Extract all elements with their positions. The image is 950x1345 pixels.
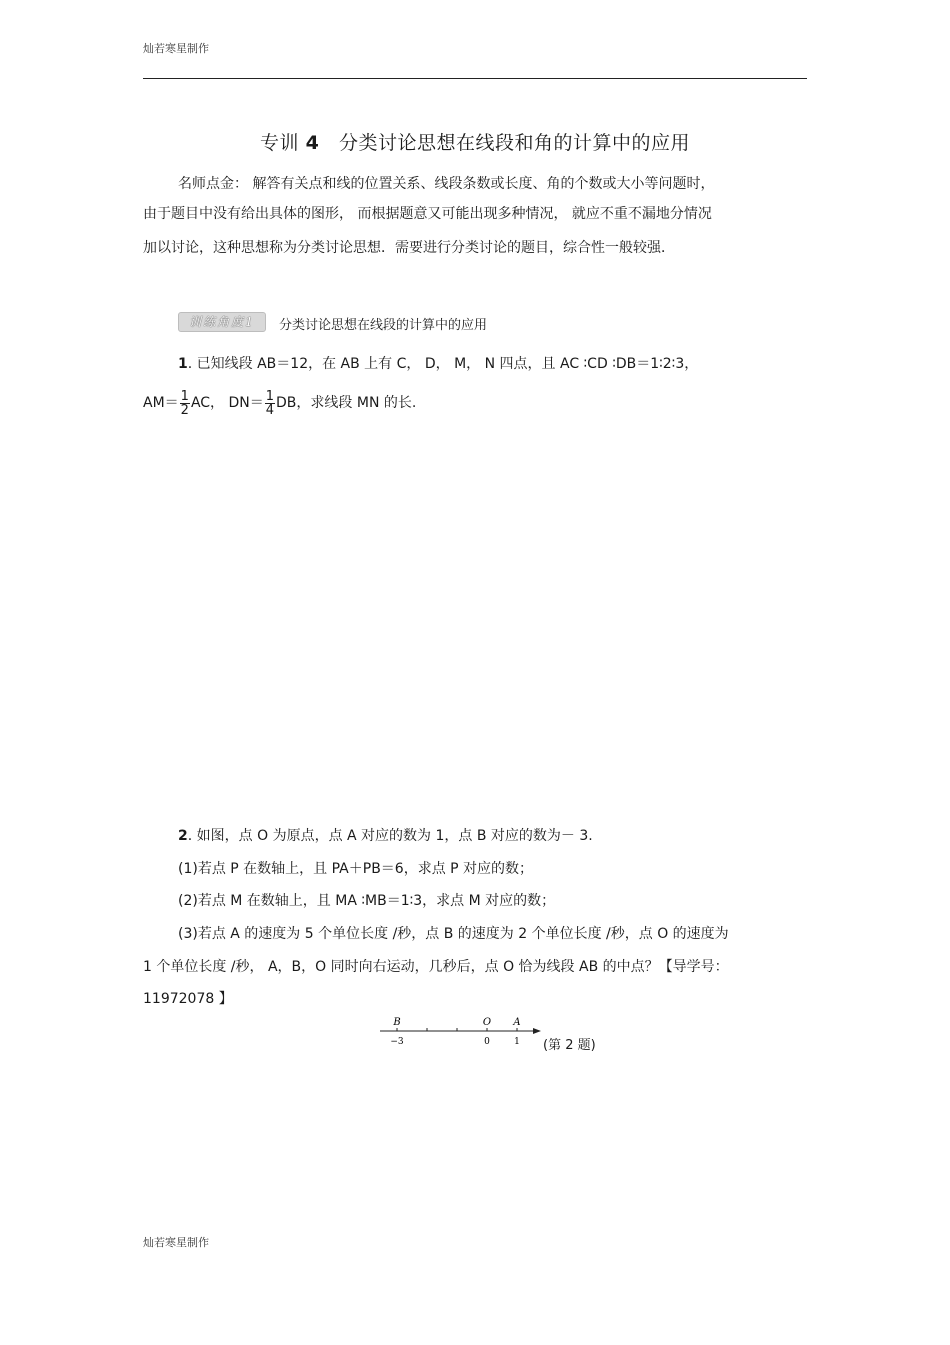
question-2-part-3-line-2: 1 个单位长度 /秒， A，B，O 同时向右运动，几秒后，点 O 恰为线段 AB 的中点？【导学号： — [143, 959, 729, 975]
am-prefix: AM＝ — [143, 395, 179, 411]
question-2-part-3-line-3: 11972078 】 — [143, 991, 233, 1007]
number-line-arrow — [533, 1028, 541, 1034]
question-1-number: 1 — [178, 356, 188, 372]
fraction-one-half: $\frac{1}{2}$ — [180, 388, 189, 418]
title-number: 4 — [305, 132, 320, 154]
question-2-part-1: (1)若点 P 在数轴上，且 PA＋PB＝6，求点 P 对应的数； — [178, 861, 534, 877]
section-heading: 分类讨论思想在线段的计算中的应用 — [279, 318, 488, 333]
question-1-text: . 已知线段 AB＝12，在 AB 上有 C， D， M， N 四点，且 AC ∶CD ∶DB＝1∶2∶3， — [187, 356, 699, 372]
question-2-part-3-line-1: (3)若点 A 的速度为 5 个单位长度 /秒，点 B 的速度为 2 个单位长度 /秒，点 O 的速度为 — [178, 926, 729, 942]
header-divider — [143, 78, 807, 79]
figure-caption: (第 2 题) — [543, 1038, 596, 1053]
point-label-b: B — [393, 1017, 401, 1028]
header-watermark: 灿若寒星制作 — [143, 42, 209, 55]
question-2-line-1 — [178, 826, 593, 846]
page-title — [0, 128, 950, 155]
title-prefix: 专训 — [260, 132, 300, 154]
number-line-figure — [375, 1014, 545, 1050]
question-2-text: . 如图，点 O 为原点，点 A 对应的数为 1，点 B 对应的数为－ 3. — [187, 828, 593, 844]
section-badge: 训练角度1 — [178, 312, 266, 332]
footer-watermark: 灿若寒星制作 — [143, 1236, 209, 1249]
tick-label-0: 0 — [484, 1037, 490, 1047]
point-label-a: A — [513, 1017, 521, 1028]
intro-line-3: 加以讨论，这种思想称为分类讨论思想．需要进行分类讨论的题目，综合性一般较强． — [143, 240, 675, 256]
intro-line-1: 名师点金： 解答有关点和线的位置关系、线段条数或长度、角的个数或大小等问题时， — [178, 176, 715, 192]
question-1-line-2 — [143, 388, 416, 418]
question-1-line-1 — [178, 354, 698, 374]
fraction-one-quarter: $\frac{1}{4}$ — [265, 388, 275, 418]
tick-label-1: 1 — [514, 1037, 520, 1047]
dn-suffix: DB，求线段 MN 的长. — [276, 395, 417, 411]
tick-label-minus-3: −3 — [390, 1037, 404, 1047]
point-label-o: O — [482, 1017, 492, 1028]
question-2-part-2: (2)若点 M 在数轴上，且 MA ∶MB＝1∶3，求点 M 对应的数； — [178, 893, 556, 909]
intro-line-2: 由于题目中没有给出具体的图形， 而根据题意又可能出现多种情况， 就应不重不漏地分情况 — [143, 206, 712, 222]
question-2-number: 2 — [178, 828, 188, 844]
title-text: 分类讨论思想在线段和角的计算中的应用 — [338, 132, 690, 154]
am-suffix: AC， DN＝ — [190, 395, 264, 411]
